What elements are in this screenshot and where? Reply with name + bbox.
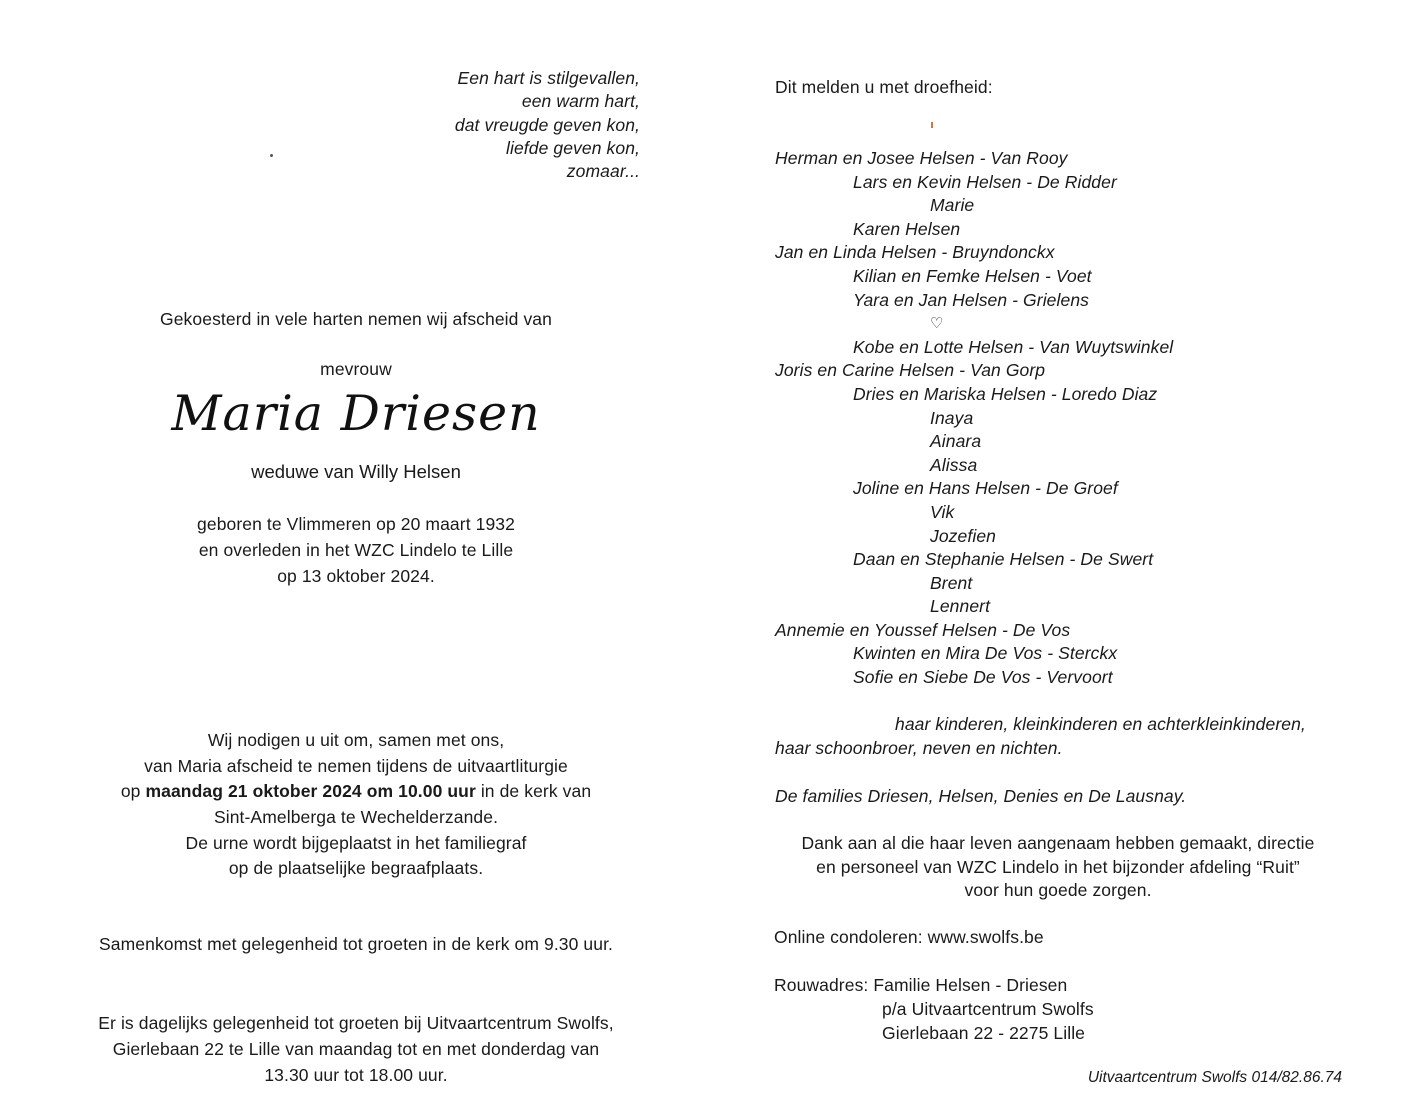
visitation-block <box>56 1012 656 1090</box>
poem-line: dat vreugde geven kon, <box>454 114 640 135</box>
family-member: Lennert <box>930 596 991 617</box>
family-member: Daan en Stephanie Helsen - De Swert <box>853 549 1154 570</box>
address-line-3: Gierlebaan 22 - 2275 Lille <box>882 1022 1086 1043</box>
thanks-line: Dank aan al die haar leven aangenaam hebben gemaakt, directie <box>801 833 1315 853</box>
poem <box>240 67 640 183</box>
address-line-1 <box>774 974 1094 998</box>
speck-mark <box>270 154 273 157</box>
family-member: Kilian en Femke Helsen - Voet <box>853 265 1092 286</box>
family-member: Vik <box>930 501 955 522</box>
family-member: Marie <box>930 195 975 216</box>
poem-line: zomaar... <box>566 161 640 182</box>
family-list <box>775 147 1173 690</box>
gathering-text: Samenkomst met gelegenheid tot groeten in de kerk om 9.30 uur. <box>99 934 613 954</box>
invite-pre: op <box>120 781 146 802</box>
invite-line-date <box>56 780 656 806</box>
birth-line: geboren te Vlimmeren op 20 maart 1932 <box>197 514 515 534</box>
online-condolences: Online condoleren: www.swolfs.be <box>774 927 1044 947</box>
family-member: Ainara <box>930 431 982 452</box>
family-member: Inaya <box>930 407 974 428</box>
announcement-heading: Dit melden u met droefheid: <box>775 77 993 97</box>
family-member: Dries en Mariska Helsen - Loredo Diaz <box>853 383 1158 404</box>
family-member: Kobe en Lotte Helsen - Van Wuytswinkel <box>853 336 1174 357</box>
invite-line: Wij nodigen u uit om, samen met ons, <box>207 730 505 750</box>
birth-death-info <box>56 513 656 591</box>
invite-line: Sint-Amelberga te Wechelderzande. <box>213 807 499 828</box>
visit-line: Er is dagelijks gelegenheid tot groeten bij Uitvaartcentrum Swolfs, <box>98 1013 614 1033</box>
invite-line: van Maria afscheid te nemen tijdens de uitvaartliturgie <box>144 755 568 776</box>
invite-post: in de kerk van <box>475 781 592 802</box>
families-line: De families Driesen, Helsen, Denies en De Lausnay. <box>775 786 1187 806</box>
poem-line: Een hart is stilgevallen, <box>457 68 640 88</box>
service-datetime: maandag 21 oktober 2024 om 10.00 uur <box>145 781 476 802</box>
speck-mark <box>931 122 933 128</box>
widow-of: weduwe van Willy Helsen <box>251 461 461 482</box>
deceased-name: Maria Driesen <box>171 385 541 442</box>
address-line-2: p/a Uitvaartcentrum Swolfs <box>882 998 1094 1019</box>
relations-block <box>775 713 1306 761</box>
family-member: Kwinten en Mira De Vos - Sterckx <box>853 643 1118 664</box>
invite-line: De urne wordt bijgeplaatst in het familiegraf <box>185 832 527 853</box>
invitation-block <box>56 729 656 883</box>
death-line: en overleden in het WZC Lindelo te Lille <box>198 540 514 560</box>
death-date-line: op 13 oktober 2024. <box>277 566 435 586</box>
invite-line: op de plaatselijke begraafplaats. <box>228 858 484 879</box>
family-member: Joline en Hans Helsen - De Groef <box>853 478 1118 499</box>
family-member: Yara en Jan Helsen - Grielens <box>853 289 1090 310</box>
poem-line: een warm hart, <box>521 91 640 112</box>
family-member: Sofie en Siebe De Vos - Vervoort <box>853 667 1113 688</box>
mourning-address <box>774 974 1094 1045</box>
relations-line: haar schoonbroer, neven en nichten. <box>775 738 1063 758</box>
funeral-home-footer: Uitvaartcentrum Swolfs 014/82.86.74 <box>1087 1069 1342 1086</box>
family-member: Alissa <box>930 454 978 475</box>
family-member: Brent <box>930 572 973 593</box>
family-member: Annemie en Youssef Helsen - De Vos <box>775 619 1071 640</box>
address-label: Rouwadres: <box>774 975 874 995</box>
poem-line: liefde geven kon, <box>505 137 640 158</box>
address-name: Familie Helsen - Driesen <box>873 975 1068 995</box>
family-member: Jan en Linda Helsen - Bruyndonckx <box>775 242 1055 263</box>
relations-line: haar kinderen, kleinkinderen en achterkleinkinderen, <box>895 714 1306 734</box>
family-member: Karen Helsen <box>853 218 961 239</box>
thanks-line: en personeel van WZC Lindelo in het bijzonder afdeling “Ruit” <box>816 856 1300 877</box>
family-member: Herman en Josee Helsen - Van Rooy <box>775 148 1068 168</box>
family-member: Joris en Carine Helsen - Van Gorp <box>775 360 1046 381</box>
heart-icon: ♡ <box>930 315 944 333</box>
thanks-line: voor hun goede zorgen. <box>964 880 1152 901</box>
visit-line: Gierlebaan 22 te Lille van maandag tot en met donderdag van <box>112 1039 600 1059</box>
honorific: mevrouw <box>320 359 392 379</box>
thanks-block <box>768 832 1348 903</box>
visit-line: 13.30 uur tot 18.00 uur. <box>264 1065 448 1085</box>
family-member: Jozefien <box>930 525 996 546</box>
intro-text: Gekoesterd in vele harten nemen wij afscheid van <box>160 309 552 329</box>
family-member: Lars en Kevin Helsen - De Ridder <box>853 171 1117 192</box>
